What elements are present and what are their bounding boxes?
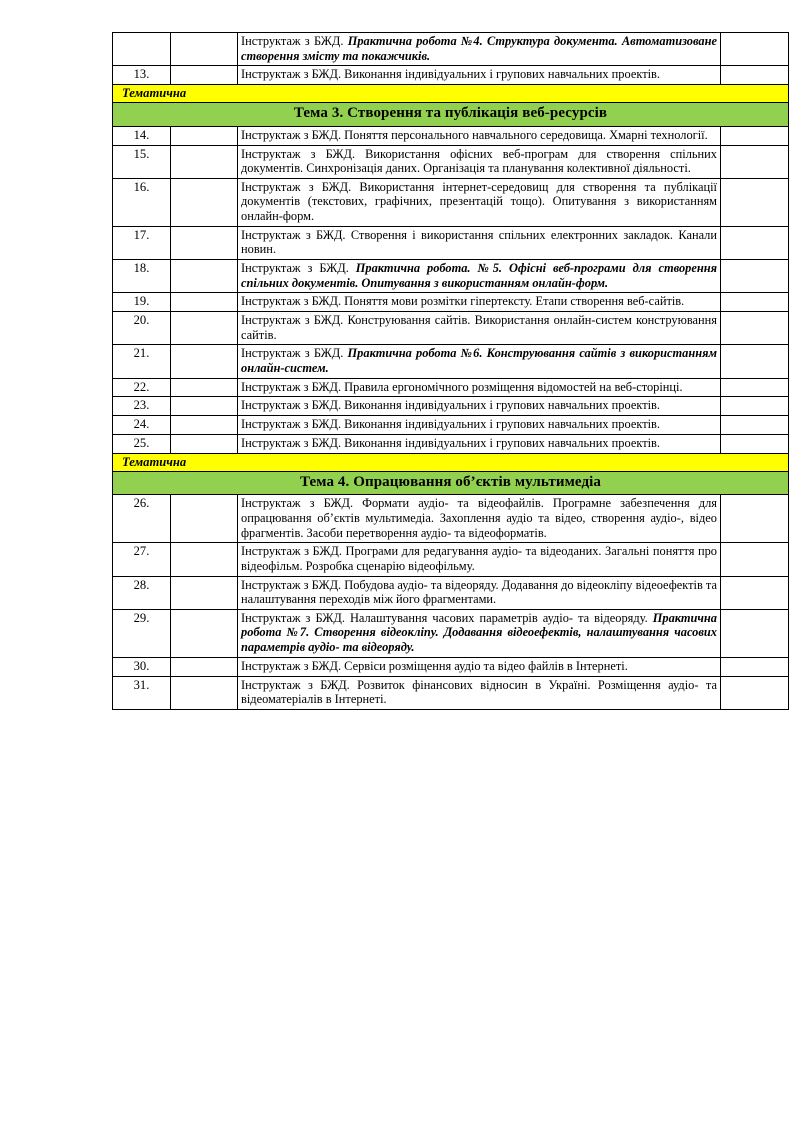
lesson-note-cell: [721, 66, 789, 85]
table-row: [113, 33, 789, 66]
lesson-number-cell: 15.: [113, 145, 171, 178]
table-row: [113, 66, 789, 85]
lesson-note-cell: [721, 312, 789, 345]
lesson-note-cell: [721, 259, 789, 292]
table-row: [113, 226, 789, 259]
lesson-number-cell: 30.: [113, 657, 171, 676]
tematychna-row: [113, 85, 789, 103]
lesson-content-cell: [238, 33, 721, 66]
lesson-note-cell: [721, 226, 789, 259]
lesson-date-cell: [171, 543, 238, 576]
lesson-text: Інструктаж з БЖД. Використання інтернет-середовищ для створення та публікації документів (текстових, графічних, презентацій тощо). Опитування з використанням онлайн-форм.: [241, 179, 717, 224]
lesson-note-cell: [721, 397, 789, 416]
lesson-date-cell: [171, 178, 238, 226]
table-row: [113, 345, 789, 378]
practical-work-text: Практична робота. №5. Офісні веб-програми для створення спільних документів. Опитування з використанням онлайн-форм.: [241, 260, 718, 290]
lesson-note-cell: [721, 33, 789, 66]
lesson-content-cell: [238, 312, 721, 345]
lesson-note-cell: [721, 676, 789, 709]
lesson-content-cell: [238, 378, 721, 397]
lesson-content-cell: [238, 609, 721, 657]
tematychna-label: Тематична: [113, 453, 789, 471]
table-row: [113, 145, 789, 178]
lesson-note-cell: [721, 145, 789, 178]
lesson-number-cell: 27.: [113, 543, 171, 576]
lesson-date-cell: [171, 33, 238, 66]
lesson-number-cell: 17.: [113, 226, 171, 259]
lesson-content-cell: [238, 126, 721, 145]
lesson-date-cell: [171, 576, 238, 609]
lesson-number-cell: 28.: [113, 576, 171, 609]
lesson-text: Інструктаж з БЖД. Поняття мови розмітки гіпертексту. Етапи створення веб-сайтів.: [241, 294, 685, 309]
lesson-note-cell: [721, 126, 789, 145]
lesson-content-cell: [238, 345, 721, 378]
lesson-date-cell: [171, 312, 238, 345]
lesson-number-cell: 22.: [113, 378, 171, 397]
lesson-date-cell: [171, 609, 238, 657]
practical-work-text: Практична робота №6. Конструювання сайтів з використанням онлайн-систем.: [241, 346, 717, 375]
table-row: [113, 657, 789, 676]
table-row: [113, 543, 789, 576]
lesson-text: Інструктаж з БЖД. Побудова аудіо- та відеоряду. Додавання до відеокліпу відеоефектів та налаштування переходів між його фрагментами.: [241, 577, 717, 607]
lesson-text: Інструктаж з БЖД. Створення і використання спільних електронних закладок. Канали новин.: [241, 227, 717, 257]
lesson-date-cell: [171, 495, 238, 543]
lesson-note-cell: [721, 609, 789, 657]
lesson-text: Інструктаж з БЖД. Виконання індивідуальних і групових навчальних проектів.: [241, 67, 661, 82]
lesson-content-cell: [238, 435, 721, 454]
theme-title: Тема 4. Опрацювання об’єктів мультимедіа: [113, 471, 789, 495]
lesson-date-cell: [171, 226, 238, 259]
practical-work-text: Практична робота №4. Структура документа. Автоматизоване створення змісту та покажчиків.: [241, 34, 717, 63]
table-row: [113, 126, 789, 145]
lesson-number-cell: [113, 33, 171, 66]
tematychna-label: Тематична: [113, 85, 789, 103]
lesson-note-cell: [721, 345, 789, 378]
lesson-number-cell: 14.: [113, 126, 171, 145]
lesson-content-cell: [238, 178, 721, 226]
lesson-number-cell: 20.: [113, 312, 171, 345]
lesson-text: Інструктаж з БЖД.: [241, 260, 356, 275]
lesson-text: Інструктаж з БЖД. Поняття персонального навчального середовища. Хмарні технології.: [241, 127, 708, 142]
lesson-date-cell: [171, 259, 238, 292]
table-row: [113, 178, 789, 226]
lesson-text: Інструктаж з БЖД. Формати аудіо- та відеофайлів. Програмне забезпечення для опрацювання об’єктів мультимедіа. Захоплення аудіо та відео, створення аудіо-, відео фрагментів. Засоби перетворення аудіо- та відеоформатів.: [241, 496, 717, 540]
lesson-note-cell: [721, 178, 789, 226]
lesson-number-cell: 25.: [113, 435, 171, 454]
lesson-text: Інструктаж з БЖД. Програми для редагування аудіо- та відеоданих. Загальні поняття про відеофільм. Розробка сценарію відеофільму.: [241, 544, 717, 573]
lesson-plan-table: [112, 32, 789, 710]
lesson-content-cell: [238, 416, 721, 435]
lesson-text: Інструктаж з БЖД. Правила ергономічного розміщення відомостей на веб-сторінці.: [241, 379, 683, 394]
lesson-date-cell: [171, 345, 238, 378]
table-row: [113, 312, 789, 345]
lesson-date-cell: [171, 397, 238, 416]
lesson-text: Інструктаж з БЖД.: [241, 346, 348, 361]
theme-title: Тема 3. Створення та публікація веб-ресурсів: [113, 102, 789, 126]
table-row: [113, 609, 789, 657]
table-row: [113, 495, 789, 543]
lesson-content-cell: [238, 543, 721, 576]
lesson-note-cell: [721, 576, 789, 609]
table-row: [113, 378, 789, 397]
lesson-content-cell: [238, 676, 721, 709]
lesson-text: Інструктаж з БЖД. Використання офісних веб-програм для створення спільних документів. Синхронізація даних. Організація та планування колективної діяльності.: [241, 146, 717, 176]
lesson-content-cell: [238, 293, 721, 312]
lesson-note-cell: [721, 495, 789, 543]
practical-work-text: Практична робота №7. Створення відеокліпу. Додавання відеоефектів, налаштування часових параметрів аудіо- та відеоряду.: [241, 610, 717, 655]
lesson-number-cell: 19.: [113, 293, 171, 312]
lesson-text: Інструктаж з БЖД. Розвиток фінансових відносин в Україні. Розміщення аудіо- та відеоматеріалів в Інтернеті.: [241, 677, 717, 707]
lesson-text: Інструктаж з БЖД.: [241, 34, 348, 48]
theme-header-row: [113, 102, 789, 126]
table-row: [113, 435, 789, 454]
table-row: [113, 259, 789, 292]
lesson-note-cell: [721, 543, 789, 576]
lesson-date-cell: [171, 416, 238, 435]
lesson-content-cell: [238, 259, 721, 292]
lesson-date-cell: [171, 676, 238, 709]
table-row: [113, 293, 789, 312]
table-row: [113, 397, 789, 416]
lesson-number-cell: 21.: [113, 345, 171, 378]
lesson-note-cell: [721, 293, 789, 312]
table-row: [113, 416, 789, 435]
lesson-date-cell: [171, 66, 238, 85]
lesson-number-cell: 29.: [113, 609, 171, 657]
lesson-text: Інструктаж з БЖД. Сервіси розміщення аудіо та відео файлів в Інтернеті.: [241, 658, 628, 673]
lesson-content-cell: [238, 66, 721, 85]
lesson-text: Інструктаж з БЖД. Виконання індивідуальних і групових навчальних проектів.: [241, 417, 661, 432]
lesson-date-cell: [171, 145, 238, 178]
lesson-content-cell: [238, 576, 721, 609]
lesson-number-cell: 31.: [113, 676, 171, 709]
lesson-date-cell: [171, 126, 238, 145]
lesson-note-cell: [721, 416, 789, 435]
lesson-number-cell: 26.: [113, 495, 171, 543]
lesson-note-cell: [721, 378, 789, 397]
table-body: [113, 33, 789, 710]
lesson-content-cell: [238, 226, 721, 259]
lesson-content-cell: [238, 657, 721, 676]
lesson-number-cell: 13.: [113, 66, 171, 85]
lesson-content-cell: [238, 145, 721, 178]
table-row: [113, 676, 789, 709]
lesson-text: Інструктаж з БЖД. Виконання індивідуальних і групових навчальних проектів.: [241, 436, 661, 451]
lesson-date-cell: [171, 657, 238, 676]
lesson-note-cell: [721, 435, 789, 454]
lesson-date-cell: [171, 378, 238, 397]
lesson-content-cell: [238, 495, 721, 543]
tematychna-row: [113, 453, 789, 471]
lesson-text: Інструктаж з БЖД. Конструювання сайтів. Використання онлайн-систем конструювання сайтів.: [241, 313, 717, 342]
lesson-text: Інструктаж з БЖД. Виконання індивідуальних і групових навчальних проектів.: [241, 398, 661, 413]
lesson-note-cell: [721, 657, 789, 676]
lesson-text: Інструктаж з БЖД. Налаштування часових параметрів аудіо- та відеоряду.: [241, 610, 653, 625]
theme-header-row: [113, 471, 789, 495]
lesson-number-cell: 24.: [113, 416, 171, 435]
lesson-number-cell: 18.: [113, 259, 171, 292]
lesson-date-cell: [171, 435, 238, 454]
lesson-date-cell: [171, 293, 238, 312]
lesson-number-cell: 16.: [113, 178, 171, 226]
lesson-content-cell: [238, 397, 721, 416]
table-row: [113, 576, 789, 609]
lesson-number-cell: 23.: [113, 397, 171, 416]
